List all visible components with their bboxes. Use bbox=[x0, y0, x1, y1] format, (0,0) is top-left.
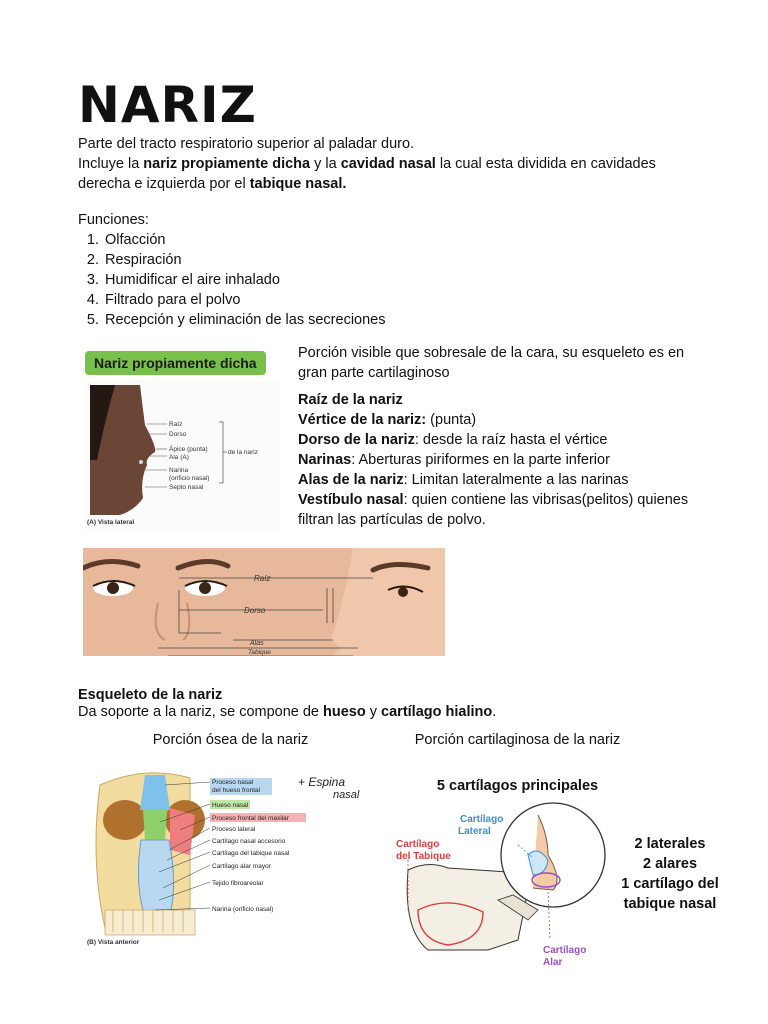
part-item bbox=[298, 390, 708, 410]
handwritten-note: + Espina bbox=[298, 775, 346, 789]
profile-label: (orificio nasal) bbox=[169, 475, 210, 482]
profile-label: Narina bbox=[169, 467, 189, 474]
cartilage-sagittal-figure bbox=[388, 800, 618, 980]
nose-label: Tabique bbox=[248, 649, 271, 656]
part-def: quien contiene las vibrisas(pelitos) quienes filtran las partículas de polvo. bbox=[298, 492, 689, 528]
intro-bold-cavidad: cavidad nasal bbox=[340, 156, 436, 172]
profile-label: Dorso bbox=[169, 431, 187, 438]
part-sep: : bbox=[351, 452, 359, 468]
part-term: Alas de la nariz bbox=[298, 472, 404, 488]
osea-label: Proceso nasal bbox=[212, 779, 254, 786]
nose-label: Dorso bbox=[244, 606, 266, 615]
list-item: 3. Humidificar el aire inhalado bbox=[103, 270, 578, 290]
intro-line-1: Parte del tracto respiratorio superior al paladar duro. bbox=[78, 136, 415, 152]
osea-label: del hueso frontal bbox=[212, 787, 261, 794]
part-item bbox=[298, 470, 708, 490]
part-term: Narinas bbox=[298, 452, 352, 468]
osea-label: Narina (orificio nasal) bbox=[212, 906, 274, 913]
label-cartilago-alar: Cartílago bbox=[543, 945, 587, 956]
label-cartilago-lateral: Cartílago bbox=[460, 814, 504, 825]
funciones-section bbox=[78, 210, 578, 330]
part-def: desde la raíz hasta el vértice bbox=[422, 432, 608, 448]
skull-anterior-figure bbox=[85, 760, 375, 950]
esqueleto-heading: Esqueleto de la nariz bbox=[78, 687, 223, 703]
nose-label: Raíz bbox=[254, 574, 271, 583]
part-term: Dorso de la nariz bbox=[298, 432, 415, 448]
list-item: 2. Respiración bbox=[103, 250, 578, 270]
profile-label: Raíz bbox=[169, 421, 183, 428]
osea-fig-caption: (B) Vista anterior bbox=[87, 939, 140, 946]
osea-label: Cartílago nasal accesorio bbox=[212, 838, 286, 845]
list-item: 5. Recepción y eliminación de las secreciones bbox=[103, 310, 578, 330]
intro-bold-tabique: tabique nasal. bbox=[249, 176, 347, 192]
page-title: NARIZ bbox=[78, 76, 257, 134]
part-def: (punta) bbox=[430, 412, 477, 428]
part-sep: : bbox=[403, 492, 412, 508]
label-cartilago-tabique: del Tabique bbox=[396, 851, 451, 862]
count-line: 1 cartílago del bbox=[621, 876, 719, 892]
intro-text: y la bbox=[310, 156, 341, 172]
osea-label: Tejido fibroareolar bbox=[212, 880, 264, 887]
part-sep: : bbox=[414, 432, 423, 448]
intro-line-2 bbox=[78, 154, 698, 194]
esqueleto-text-post: . bbox=[492, 704, 497, 720]
part-term: Raíz de la nariz bbox=[298, 392, 403, 408]
list-item: 4. Filtrado para el polvo bbox=[103, 290, 578, 310]
label-cartilago-lateral: Lateral bbox=[458, 826, 491, 837]
esqueleto-text bbox=[78, 702, 678, 722]
esqueleto-text-mid: y bbox=[365, 704, 382, 720]
label-cartilago-alar: Alar bbox=[543, 957, 563, 968]
handwritten-note: nasal bbox=[333, 789, 360, 801]
profile-label: Ala (A) bbox=[169, 454, 189, 461]
part-term: Vértice de la nariz: bbox=[298, 412, 427, 428]
osea-label: Hueso nasal bbox=[212, 802, 249, 809]
profile-label: Septo nasal bbox=[169, 484, 204, 491]
esqueleto-text-pre: Da soporte a la nariz, se compone de bbox=[78, 704, 324, 720]
profile-caption: (A) Vista lateral bbox=[87, 519, 135, 526]
nariz-propia-parts bbox=[298, 390, 708, 530]
count-line: 2 alares bbox=[642, 856, 698, 872]
esqueleto-bold-cartilago: cartílago hialino bbox=[381, 704, 493, 720]
part-item bbox=[298, 410, 708, 430]
intro-text: Incluye la bbox=[78, 156, 144, 172]
count-line: 2 laterales bbox=[634, 836, 706, 852]
nariz-propia-description bbox=[298, 343, 708, 383]
cartilaginosa-caption: Porción cartilaginosa de la nariz bbox=[414, 732, 621, 748]
osea-label: Cartílago del tabique nasal bbox=[212, 850, 290, 857]
lateral-profile-figure bbox=[85, 380, 280, 530]
osea-label: Cartílago alar mayor bbox=[212, 863, 271, 870]
esqueleto-bold-hueso: hueso bbox=[323, 704, 366, 720]
intro-paragraph bbox=[78, 134, 698, 194]
part-def: Limitan lateralmente a las narinas bbox=[411, 472, 629, 488]
funciones-heading: Funciones: bbox=[78, 212, 149, 228]
nose-label: Alas bbox=[250, 640, 264, 647]
part-sep: : bbox=[403, 472, 412, 488]
osea-label: Proceso frontal del maxilar bbox=[212, 815, 289, 822]
description-text: Porción visible que sobresale de la cara, su esqueleto es en gran parte cartilaginoso bbox=[298, 345, 685, 381]
part-item bbox=[298, 430, 708, 450]
osea-label: Proceso lateral bbox=[212, 826, 256, 833]
part-def: Aberturas piriformes en la parte inferior bbox=[358, 452, 610, 468]
part-term: Vestíbulo nasal bbox=[298, 492, 404, 508]
section-tag: Nariz propiamente dicha bbox=[85, 351, 266, 375]
list-item: 1. Olfacción bbox=[103, 230, 578, 250]
part-item bbox=[298, 490, 708, 530]
funciones-list bbox=[78, 230, 578, 330]
part-item bbox=[298, 450, 708, 470]
cartilaginosa-main: 5 cartílagos principales bbox=[436, 778, 599, 794]
intro-text: la cual esta dividida en cavidades derecha e izquierda por el bbox=[78, 156, 656, 192]
cartilage-counts bbox=[605, 834, 735, 914]
profile-label: Ápice (punta) bbox=[169, 446, 208, 453]
label-cartilago-tabique: Cartílago bbox=[396, 839, 440, 850]
nose-illustration bbox=[83, 548, 445, 656]
count-line: tabique nasal bbox=[623, 896, 717, 912]
intro-bold-nariz: nariz propiamente dicha bbox=[143, 156, 311, 172]
profile-bracket-label: de la nariz bbox=[228, 449, 258, 456]
osea-caption: Porción ósea de la nariz bbox=[152, 732, 309, 748]
